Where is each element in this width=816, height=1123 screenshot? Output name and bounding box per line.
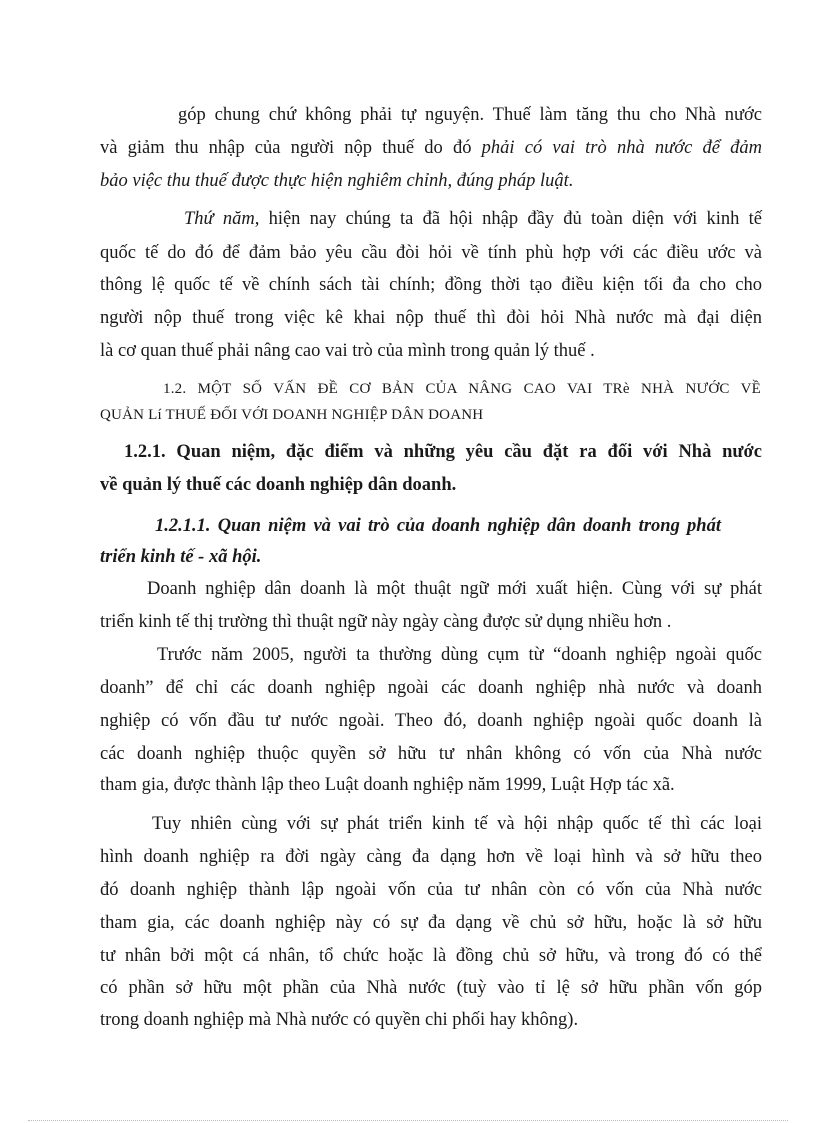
text-line: là cơ quan thuế phải nâng cao vai trò của mình trong quản lý thuế . [100, 341, 595, 361]
text-line: thông lệ quốc tế về chính sách tài chính; đồng thời tạo điều kiện tối đa cho cho [100, 275, 762, 295]
italic-text-line: bảo việc thu thuế được thực hiện nghiêm chỉnh, đúng pháp luật. [100, 171, 574, 191]
text-line: tham gia, các doanh nghiệp này có sự đa dạng về chủ sở hữu, hoặc là sở hữu [100, 913, 762, 933]
text-line: nghiệp có vốn đầu tư nước ngoài. Theo đó, doanh nghiệp ngoài quốc doanh là [100, 711, 762, 731]
text-line [184, 208, 762, 230]
italic-lead-word: Thứ năm [184, 209, 255, 229]
text-line: có phần sở hữu một phần của Nhà nước (tuỳ vào tỉ lệ sở hữu phần vốn góp [100, 978, 762, 998]
text-line: góp chung chứ không phải tự nguyện. Thuế làm tăng thu cho Nhà nước [178, 105, 762, 125]
subsection-heading-line: về quản lý thuế các doanh nghiệp dân doanh. [100, 475, 457, 495]
text-line: doanh” để chỉ các doanh nghiệp ngoài các doanh nghiệp nhà nước và doanh [100, 678, 762, 698]
text-line: các doanh nghiệp thuộc quyền sở hữu tư nhân không có vốn của Nhà nước [100, 744, 762, 764]
text-line: người nộp thuế trong việc kê khai nộp thuế thì đòi hỏi Nhà nước mà đại diện [100, 308, 762, 328]
text-line: tư nhân bởi một cá nhân, tổ chức hoặc là đồng chủ sở hữu, và trong đó có thể [100, 946, 762, 966]
text-line: Tuy nhiên cùng với sự phát triển kinh tế và hội nhập quốc tế thì các loại [152, 814, 762, 834]
italic-text-run: phải có vai trò nhà nước để đảm [481, 138, 762, 158]
subsection-heading-line: triển kinh tế - xã hội. [100, 547, 262, 567]
text-line: Trước năm 2005, người ta thường dùng cụm từ “doanh nghiệp ngoài quốc [157, 645, 762, 665]
text-line: triển kinh tế thị trường thì thuật ngữ này ngày càng được sử dụng nhiều hơn . [100, 612, 672, 632]
text-run: , hiện nay chúng ta đã hội nhập đầy đủ toàn diện với kinh tế [254, 209, 762, 229]
text-line: hình doanh nghiệp ra đời ngày càng đa dạng hơn về loại hình và sở hữu theo [100, 847, 762, 867]
text-line [100, 137, 762, 159]
text-line: quốc tế do đó để đảm bảo yêu cầu đòi hỏi về tính phù hợp với các điều ước và [100, 243, 762, 263]
subsection-heading-line: 1.2.1.1. Quan niệm và vai trò của doanh nghiệp dân doanh trong phát [155, 516, 721, 536]
text-line: trong doanh nghiệp mà Nhà nước có quyền chi phối hay không). [100, 1010, 579, 1030]
text-line: tham gia, được thành lập theo Luật doanh nghiệp năm 1999, Luật Hợp tác xã. [100, 775, 675, 795]
section-heading-line: QUẢN Lí THUẾ ĐỐI VỚI DOANH NGHIỆP DÂN DOANH [100, 407, 484, 423]
page-bottom-divider [28, 1120, 788, 1121]
section-heading-line: 1.2. MỘT SỐ VẤN ĐỀ CƠ BẢN CỦA NÂNG CAO VAI TRè NHÀ NƯỚC VỀ [163, 381, 761, 397]
text-line: đó doanh nghiệp thành lập ngoài vốn của tư nhân còn có vốn của Nhà nước [100, 880, 762, 900]
text-run: và giảm thu nhập của người nộp thuế do đó [100, 138, 472, 158]
subsection-heading-line: 1.2.1. Quan niệm, đặc điểm và những yêu cầu đặt ra đối với Nhà nước [124, 442, 762, 462]
text-line: Doanh nghiệp dân doanh là một thuật ngữ mới xuất hiện. Cùng với sự phát [147, 579, 762, 599]
